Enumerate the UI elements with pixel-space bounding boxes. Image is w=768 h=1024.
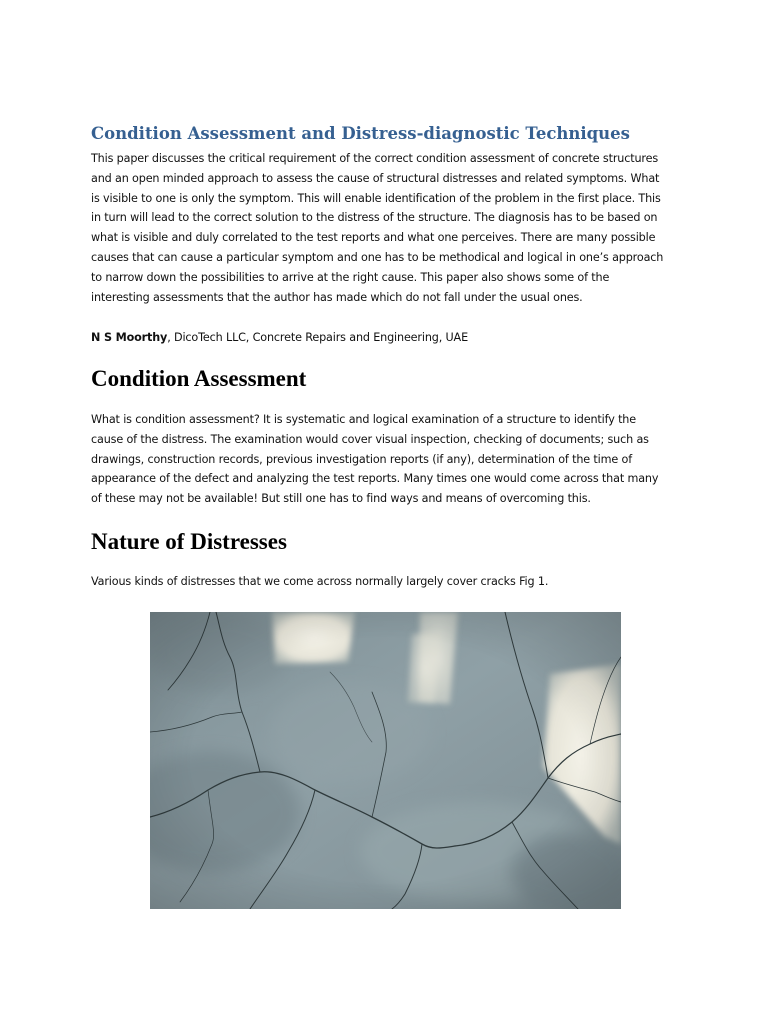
author-name: N S Moorthy [91,331,168,344]
paragraph-line: of these may not be available! But still one has to find ways and means of overcoming this. [91,492,591,506]
section-heading-condition-assessment: Condition Assessment [91,366,307,391]
abstract-line: in turn will lead to the correct solution to the distress of the structure. The diagnosis has to be based on [91,211,658,225]
section-heading-nature-of-distresses: Nature of Distresses [91,529,287,554]
paragraph-line: cause of the distress. The examination would cover visual inspection, checking of documents; such as [91,432,649,446]
paragraph-line: appearance of the defect and analyzing the test reports. Many times one would come across that many [91,472,659,486]
abstract-line: This paper discusses the critical requirement of the correct condition assessment of concrete structures [91,152,659,165]
abstract-line: what is visible and duly correlated to the test reports and what one perceives. There are many possible [91,231,656,245]
abstract-line: interesting assessments that the author has made which do not fall under the usual ones. [91,290,583,304]
cracked-concrete-photo [150,612,621,909]
paragraph-line: drawings, construction records, previous investigation reports (if any), determination of the time of [91,452,632,466]
nature-of-distresses-paragraph: Various kinds of distresses that we come across normally largely cover cracks Fig 1. [91,575,549,588]
author-line [91,328,681,348]
abstract-line: and an open minded approach to assess the cause of structural distresses and related symptoms. What [91,171,660,185]
paragraph-line: What is condition assessment? It is systematic and logical examination of a structure to identify the [91,413,636,426]
abstract-line: causes that can cause a particular symptom and one has to be methodical and logical in one’s approach [91,250,664,264]
paper-title: Condition Assessment and Distress-diagnostic Techniques [91,124,630,143]
abstract-line: to narrow down the possibilities to arrive at the right cause. This paper also shows some of the [91,270,610,284]
abstract-line: is visible to one is only the symptom. This will enable identification of the problem in the first place. This [91,191,661,205]
abstract-paragraph [91,149,681,307]
condition-assessment-paragraph [91,410,681,509]
author-affiliation: , DicoTech LLC, Concrete Repairs and Engineering, UAE [167,331,468,344]
